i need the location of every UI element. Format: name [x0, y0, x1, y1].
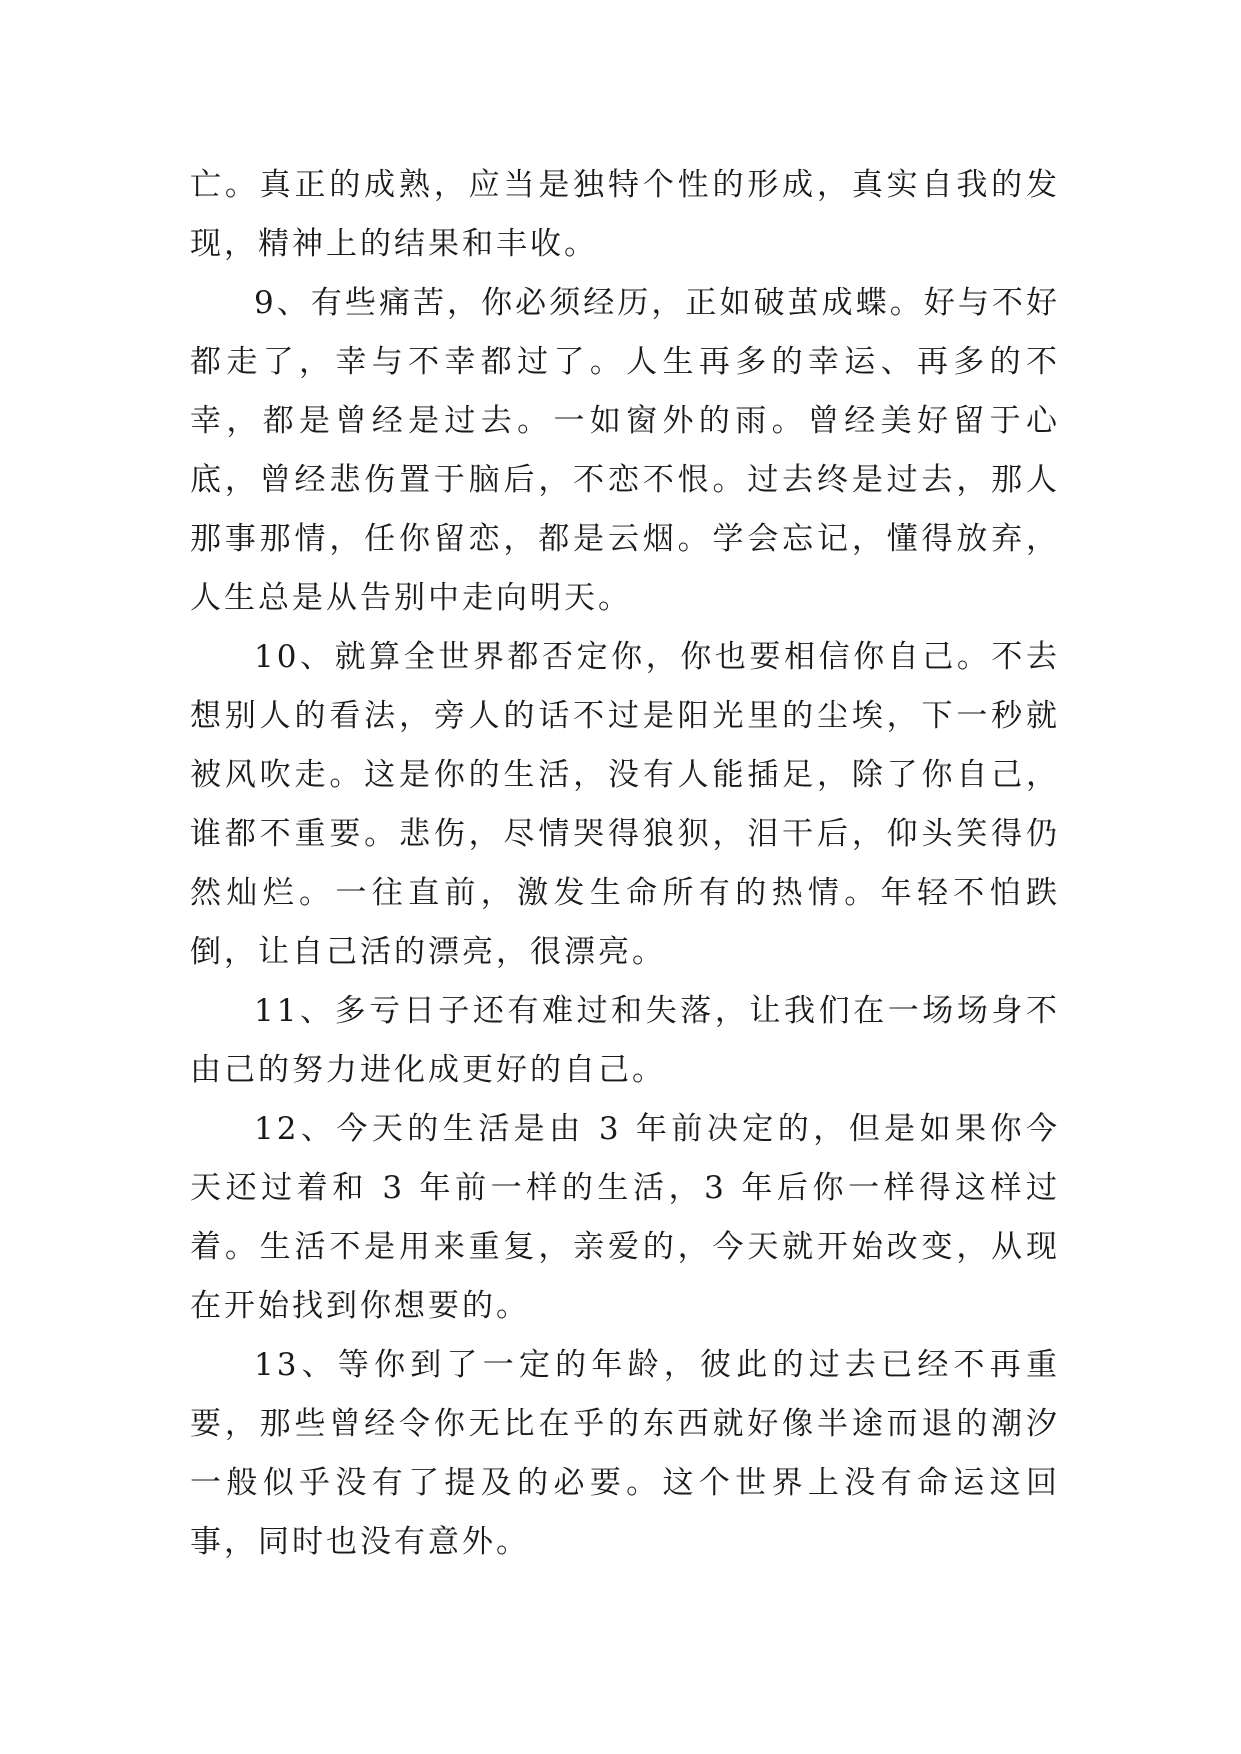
body-text	[190, 156, 1060, 1572]
paragraph-11: 11、多亏日子还有难过和失落，让我们在一场场身不由己的努力进化成更好的自己。	[190, 993, 1060, 1088]
paragraph-10: 10、就算全世界都否定你，你也要相信你自己。不去想别人的看法，旁人的话不过是阳光里的尘埃，下一秒就被风吹走。这是你的生活，没有人能插足，除了你自己，谁都不重要。悲伤，尽情哭得狼狈，泪干后，仰头笑得仍然灿烂。一往直前，激发生命所有的热情。年轻不怕跌倒，让自己活的漂亮，很漂亮。	[190, 639, 1060, 970]
paragraph-8-continuation: 亡。真正的成熟，应当是独特个性的形成，真实自我的发现，精神上的结果和丰收。	[190, 167, 1060, 262]
paragraph-9: 9、有些痛苦，你必须经历，正如破茧成蝶。好与不好都走了，幸与不幸都过了。人生再多的幸运、再多的不幸，都是曾经是过去。一如窗外的雨。曾经美好留于心底，曾经悲伤置于脑后，不恋不恨。过去终是过去，那人那事那情，任你留恋，都是云烟。学会忘记，懂得放弃，人生总是从告别中走向明天。	[190, 285, 1060, 616]
paragraph-12: 12、今天的生活是由 3 年前决定的，但是如果你今天还过着和 3 年前一样的生活，3 年后你一样得这样过着。生活不是用来重复，亲爱的，今天就开始改变，从现在开始找到你想要的。	[190, 1111, 1060, 1324]
paragraph-13: 13、等你到了一定的年龄，彼此的过去已经不再重要，那些曾经令你无比在乎的东西就好像半途而退的潮汐一般似乎没有了提及的必要。这个世界上没有命运这回事，同时也没有意外。	[190, 1347, 1060, 1560]
